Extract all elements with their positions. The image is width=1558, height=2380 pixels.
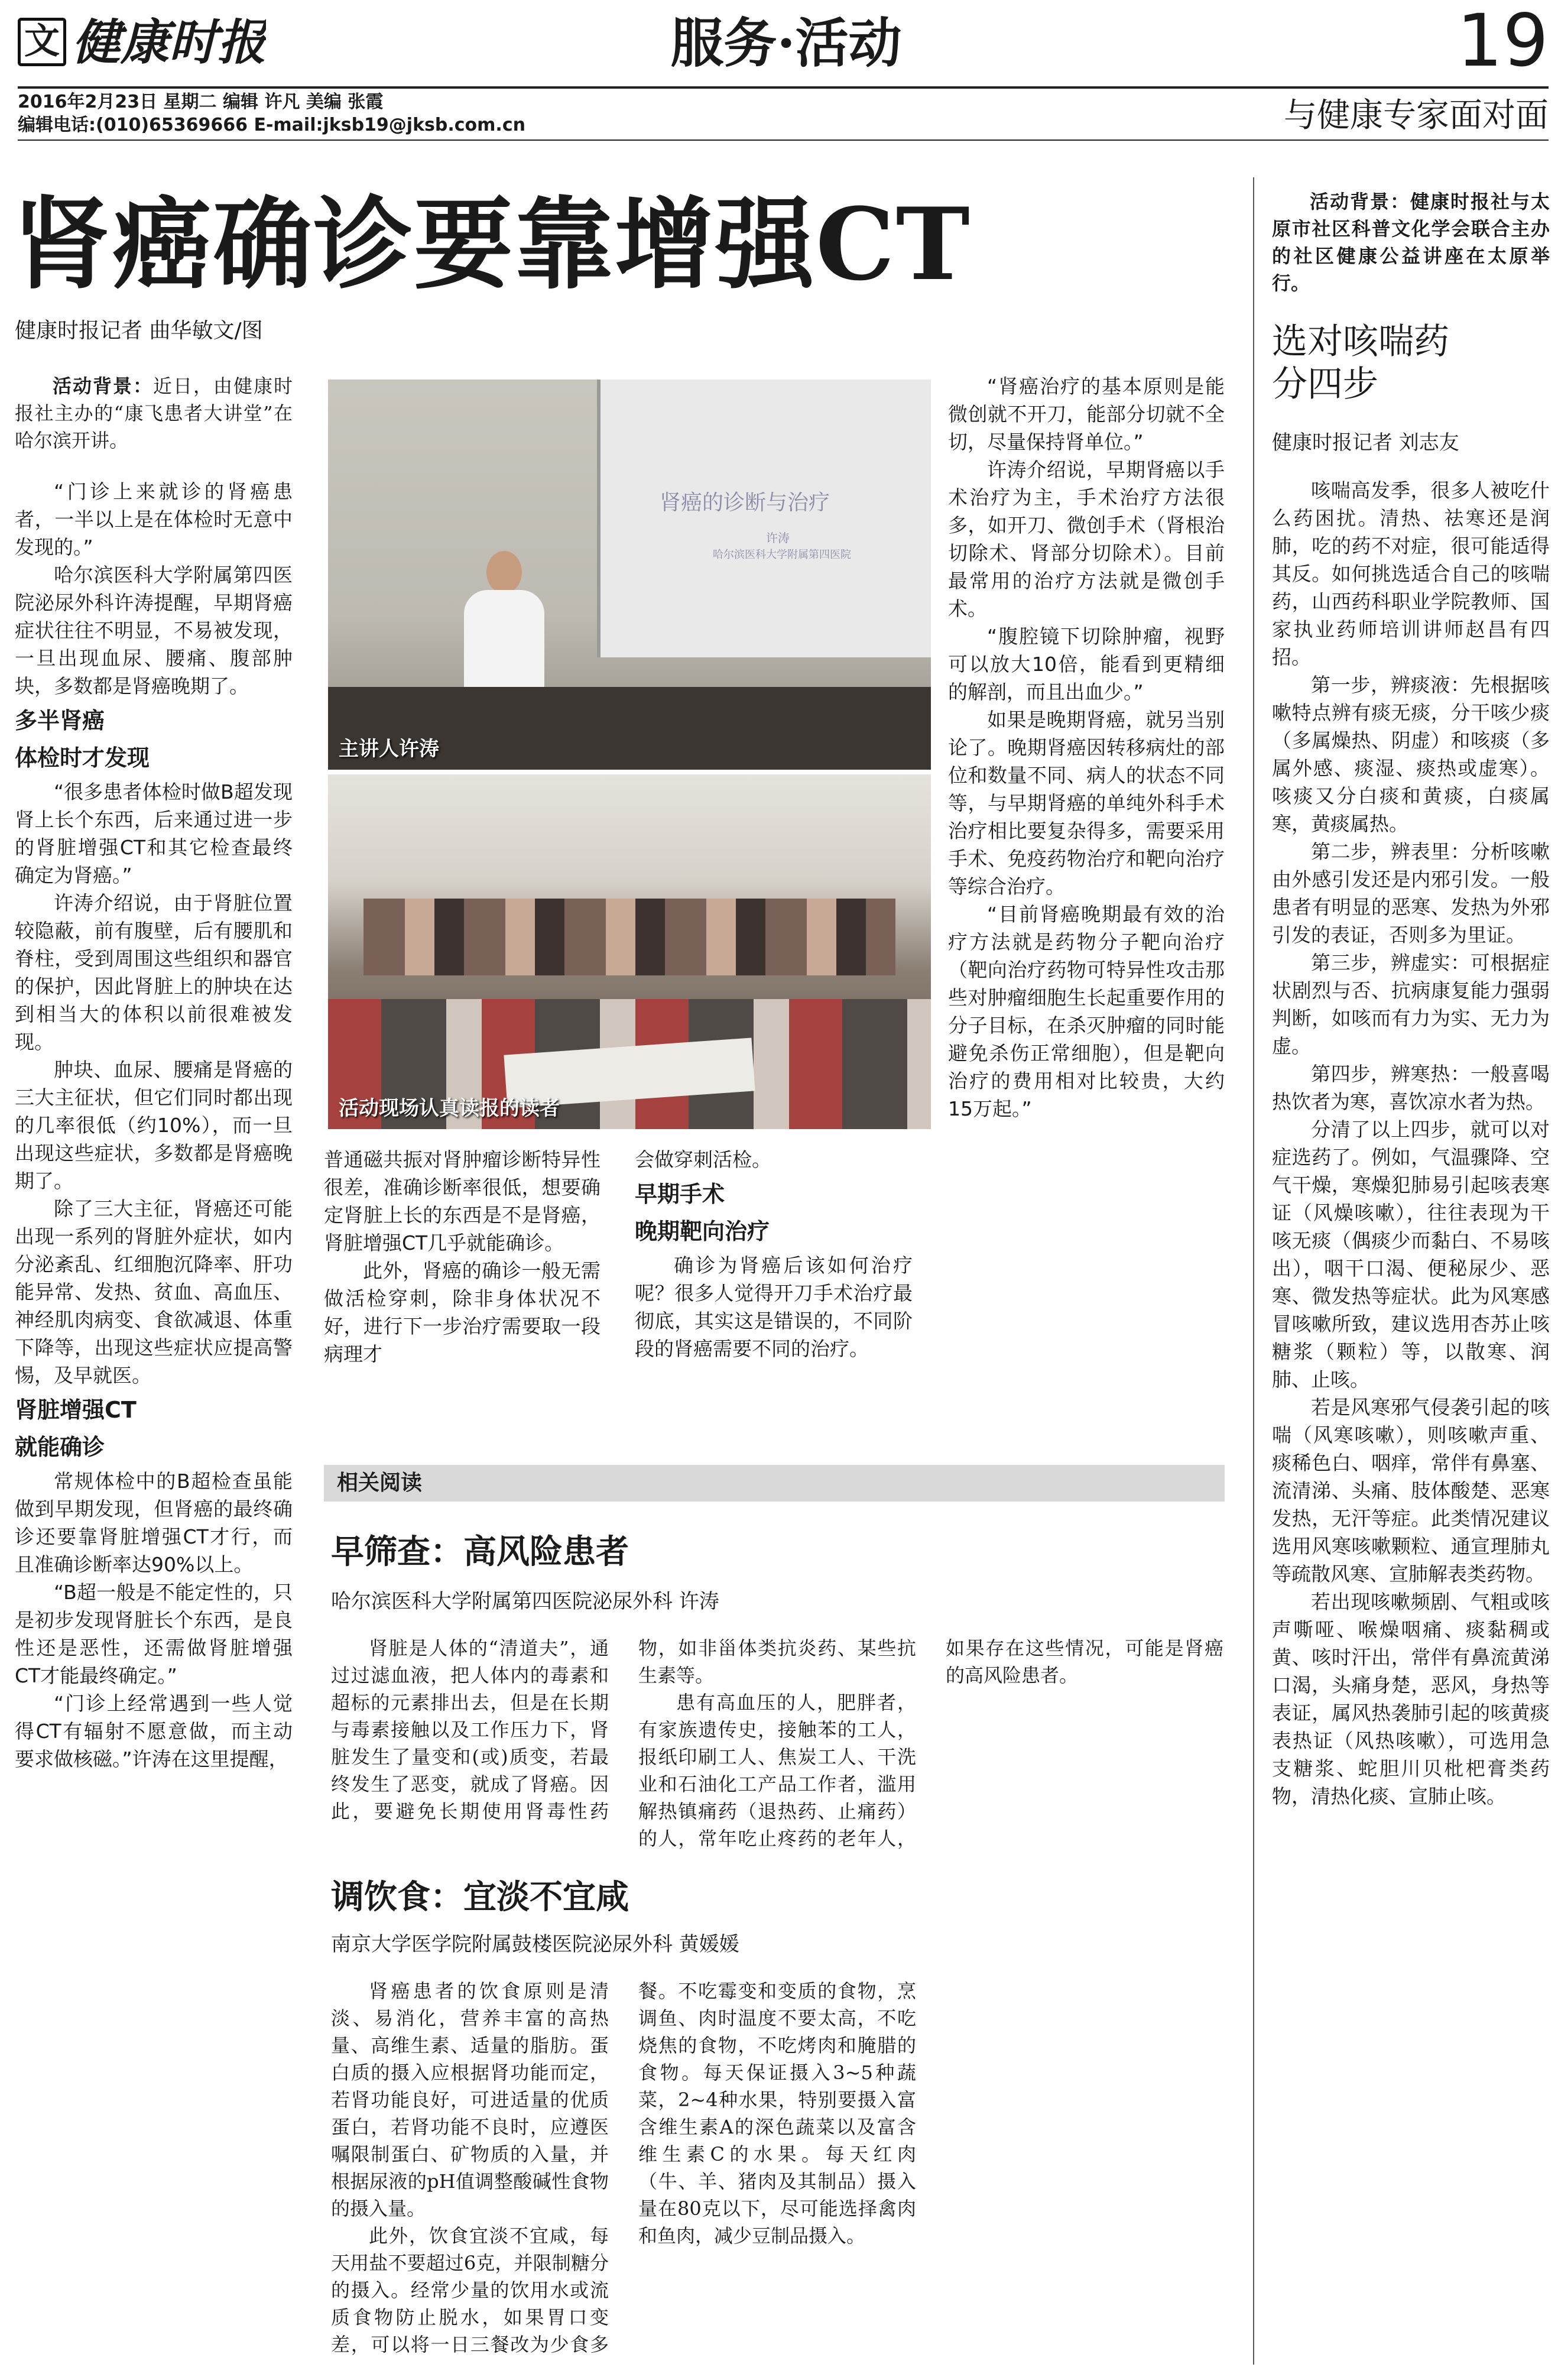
sidebar-paragraph: 第一步，辨痰液：先根据咳嗽特点辨有痰无痰，分干咳少痰（多属燥热、阴虚）和咳痰（多属外感、痰湿、痰热或虚寒）。咳痰又分白痰和黄痰，白痰属寒，黄痰属热。 — [1272, 673, 1550, 835]
related-article-1-paragraph: 患有高血压的人，肥胖者，有家族遗传史，接触苯的工人，报纸印刷工人、焦炭工人、干洗业和石油化工产品工作者，滥用解热镇痛药（退热药、止痛药）的人，常年吃止疼药的老年人，如果存在这些情况，可能是肾癌的高风险患者。 — [638, 1637, 1223, 1850]
related-article-1-byline: 哈尔滨医科大学附属第四医院泌尿外科 许涛 — [331, 1590, 719, 1613]
column-1-paragraph: “门诊上来就诊的肾癌患者，一半以上是在体检时无意中发现的。” — [15, 480, 293, 559]
photo-caption-speaker: 主讲人许涛 — [339, 737, 439, 761]
byline: 健康时报记者 曲华敏文/图 — [15, 319, 263, 343]
column-4-paragraph: 许涛介绍说，早期肾癌以手术治疗为主，手术治疗方法很多，如开刀、微创手术（肾根治切除术、肾部分切除术）。目前最常用的治疗方法就是微创手术。 — [948, 458, 1225, 620]
column-4-paragraph: “腹腔镜下切除肿瘤，视野可以放大10倍，能看到更精细的解剖，而且出血少。” — [948, 625, 1225, 703]
column-1-paragraph: “很多患者体检时做B超发现肾上长个东西，后来通过进一步的肾脏增强CT和其它检查最终确定为肾癌。” — [15, 780, 293, 887]
sidebar-paragraph: 咳喘高发季，很多人被吃什么药困扰。清热、祛寒还是润肺，吃的药不对症，很可能适得其反。如何挑选适合自己的咳喘药，山西药科职业学院教师、国家执业药师培训讲师赵昌有四招。 — [1272, 479, 1550, 669]
column-2-paragraph: 此外，肾癌的确诊一般无需做活检穿刺，除非身体状况不好，进行下一步治疗需要取一段病理才 — [324, 1259, 601, 1366]
column-4-paragraph: “肾癌治疗的基本原则是能微创就不开刀，能部分切就不全切，尽量保持肾单位。” — [948, 375, 1225, 453]
related-article-2-body — [331, 1977, 1223, 2368]
column-1-subheading: 就能确诊 — [15, 1434, 105, 1460]
column-1-paragraph: 许涛介绍说，由于肾脏位置较隐蔽，前有腹壁，后有腰肌和脊柱，受到周围这些组织和器官的保护，因此肾脏上的肿块在达到相当大的体积以前很难被发现。 — [15, 891, 293, 1053]
masthead — [0, 0, 1558, 142]
slide-title: 肾癌的诊断与治疗 — [660, 491, 830, 515]
column-3-subheading: 晚期靶向治疗 — [635, 1218, 770, 1244]
column-1-subheading: 肾脏增强CT — [15, 1397, 137, 1423]
column-1-paragraph: 除了三大主征，肾癌还可能出现一系列的肾脏外症状，如内分泌紊乱、红细胞沉降率、肝功能异常、发热、贫血、高血压、神经肌肉病变、食欲减退、体重下降等，出现这些症状应提高警惕，及早就医。 — [15, 1197, 293, 1387]
sidebar-divider — [1253, 177, 1254, 2365]
sidebar-paragraph: 第三步，辨虚实：可根据症状剧烈与否、抗病康复能力强弱判断，如咳而有力为实、无力为虚。 — [1272, 951, 1550, 1058]
related-article-1-body — [331, 1635, 1223, 1865]
photo-caption-audience: 活动现场认真读报的读者 — [339, 1097, 560, 1120]
article-column-1 — [15, 372, 293, 2376]
column-3-subheading: 早期手术 — [635, 1181, 725, 1207]
related-article-1-paragraph: 肾脏是人体的“清道夫”，通过过滤血液，把人体内的毒素和超标的元素排出去，但是在长期与毒素接触以及工作压力下，肾脏发生了量变和(或)质变，若最终发生了恶变，就成了肾癌。因此，要避免长期使用肾毒性药物，如非甾体类抗炎药、某些抗生素等。 — [331, 1637, 916, 1823]
sidebar-title: 选对咳喘药 分四步 — [1272, 321, 1449, 405]
column-1-paragraph: 哈尔滨医科大学附属第四医院泌尿外科许涛提醒，早期肾癌症状往往不明显，不易被发现，一旦出现血尿、腰痛、腹部肿块，多数都是肾癌晚期了。 — [15, 563, 293, 698]
column-1-paragraph: 常规体检中的B超检查虽能做到早期发现，但肾癌的最终确诊还要靠肾脏增强CT才行，而且准确诊断率达90%以上。 — [15, 1470, 293, 1576]
related-reading-bar: 相关阅读 — [324, 1465, 1225, 1502]
column-1-paragraph: 肿块、血尿、腰痛是肾癌的三大主征状，但它们同时都出现的几率很低（约10%），而一旦出现这些症状，多数都是肾癌晚期了。 — [15, 1058, 293, 1192]
sidebar-byline: 健康时报记者 刘志友 — [1272, 431, 1459, 455]
paper-name: 健康时报 — [72, 14, 266, 71]
sidebar-paragraph: 分清了以上四步，就可以对症选药了。例如，气温骤降、空气干燥，寒燥犯肺易引起咳表寒证（风燥咳嗽），往往表现为干咳无痰（偶痰少而黏白、不易咳出），咽干口渴、便秘尿少、恶寒、微发热等症状。此为风寒感冒咳嗽所致，建议选用杏苏止咳糖浆（颗粒）等，以散寒、润肺、止咳。 — [1272, 1118, 1550, 1391]
slide-speaker: 许涛 — [766, 531, 790, 545]
column-4-paragraph: 如果是晚期肾癌，就另当别论了。晚期肾癌因转移病灶的部位和数量不同、病人的状态不同等，与早期肾癌的单纯外科手术治疗相比要复杂得多，需要采用手术、免疫药物治疗和靶向治疗等综合治疗。 — [948, 708, 1225, 898]
sidebar-paragraph: 若出现咳嗽频剧、气粗或咳声嘶哑、喉燥咽痛、痰黏稠或黄、咳时汗出，常伴有鼻流黄涕口渴，头痛身楚，恶风，身热等表证，属风热袭肺引起的咳黄痰表热证（风热咳嗽），可选用急支糖浆、蛇胆川贝枇杷膏类药物，清热化痰、宣肺止咳。 — [1272, 1590, 1550, 1808]
column-1-paragraph: “门诊上经常遇到一些人觉得CT有辐射不愿意做，而主动要求做核磁。”许涛在这里提醒， — [15, 1692, 293, 1771]
article-column-2 — [324, 1146, 601, 1453]
column-3-paragraph: 确诊为肾癌后该如何治疗呢？很多人觉得开刀手术治疗最彻底，其实这是错误的，不同阶段的肾癌需要不同的治疗。 — [635, 1254, 913, 1360]
sidebar — [1272, 188, 1550, 2369]
related-article-2-title: 调饮食：宜淡不宜咸 — [331, 1878, 629, 1917]
column-4-paragraph: “目前肾癌晚期最有效的治疗方法就是药物分子靶向治疗（靶向治疗药物可特异性攻击那些对肿瘤细胞生长起重要作用的分子目标，在杀灭肿瘤的同时能避免杀伤正常细胞），但是靶向治疗的费用相对比较贵，大约15万起。” — [948, 903, 1225, 1120]
column-3-paragraph: 会做穿刺活检。 — [635, 1148, 771, 1171]
article-column-4 — [948, 372, 1225, 1454]
audience-photo — [328, 774, 931, 1129]
sidebar-paragraph: 第四步，辨寒热：一般喜喝热饮者为寒，喜饮凉水者为热。 — [1272, 1062, 1550, 1113]
editor-contact: 编辑电话:(010)65369666 E-mail:jksb19@jksb.com.cn — [18, 115, 525, 135]
related-article-2-paragraph: 此外，饮食宜淡不宜咸，每天用盐不要超过6克，并限制糖分的摄入。经常少量的饮用水或流质食物防止脱水，如果胃口变差，可以将一日三餐改为少食多餐。不吃霉变和变质的食物，烹调鱼、肉时温度不要太高，不吃烧焦的食物，不吃烤肉和腌腊的食物。每天保证摄入3~5种蔬菜，2~4种水果，特别要摄入富含维生素A的深色蔬菜以及富含维生素C的水果。每天红肉（牛、羊、猪肉及其制品）摄入量在80克以下，尽可能选择禽肉和鱼肉，减少豆制品摄入。 — [331, 1980, 916, 2356]
masthead-rule — [18, 86, 1549, 89]
section-title: 服务·活动 — [670, 12, 902, 74]
page-number: 19 — [1456, 2, 1549, 79]
projection-screen — [597, 380, 931, 657]
related-article-1-title: 早筛查：高风险患者 — [331, 1533, 629, 1571]
column-1-paragraph: “B超一般是不能定性的，只是初步发现肾脏长个东西，是良性还是恶性，还需做肾脏增强CT才能最终确定。” — [15, 1581, 293, 1687]
slide-org: 哈尔滨医科大学附属第四医院 — [713, 549, 851, 561]
logo-icon: 文 — [18, 18, 66, 66]
related-article-2-byline: 南京大学医学院附属鼓楼医院泌尿外科 黄媛媛 — [331, 1932, 739, 1956]
issue-info: 2016年2月23日 星期二 编辑 许凡 美编 张霞 — [18, 92, 384, 112]
headline: 肾癌确诊要靠增强CT — [12, 188, 971, 300]
column-1-subheading: 体检时才发现 — [15, 745, 150, 771]
sidebar-paragraph: 若是风寒邪气侵袭引起的咳喘（风寒咳嗽），则咳嗽声重、痰稀色白、咽痒，常伴有鼻塞、流清涕、头痛、肢体酸楚、恶寒发热，无汗等症。此类情况建议选用风寒咳嗽颗粒、通宣理肺丸等疏散风寒、宣肺解表类药物。 — [1272, 1396, 1550, 1585]
column-name: 与健康专家面对面 — [1284, 96, 1549, 135]
column-2-paragraph: 普通磁共振对肾肿瘤诊断特异性很差，准确诊断率很低，想要确定肾脏上长的东西是不是肾癌，肾脏增强CT几乎就能确诊。 — [324, 1148, 601, 1254]
sidebar-paragraph: 第二步，辨表里：分析咳嗽由外感引发还是内邪引发。一般患者有明显的恶寒、发热为外邪引发的表证，否则多为里证。 — [1272, 840, 1550, 946]
article-column-3 — [635, 1146, 913, 1453]
masthead-bottom-rule — [18, 140, 1549, 141]
related-article-2-paragraph: 肾癌患者的饮食原则是清淡、易消化，营养丰富的高热量、高维生素、适量的脂肪。蛋白质的摄入应根据肾功能而定，若肾功能良好，可进适量的优质蛋白，若肾功能不良时，应遵医嘱限制蛋白、矿物质的入量，并根据尿液的pH值调整酸碱性食物的摄入量。 — [331, 1980, 609, 2220]
activity-background: 活动背景：近日，由健康时报社主办的“康飞患者大讲堂”在哈尔滨开讲。 — [15, 375, 293, 452]
speaker-figure — [458, 551, 547, 705]
column-1-subheading: 多半肾癌 — [15, 708, 105, 734]
speaker-photo — [328, 380, 931, 770]
sidebar-activity-background: 活动背景：健康时报社与太原市社区科普文化学会联合主办的社区健康公益讲座在太原举行。 — [1272, 190, 1550, 294]
